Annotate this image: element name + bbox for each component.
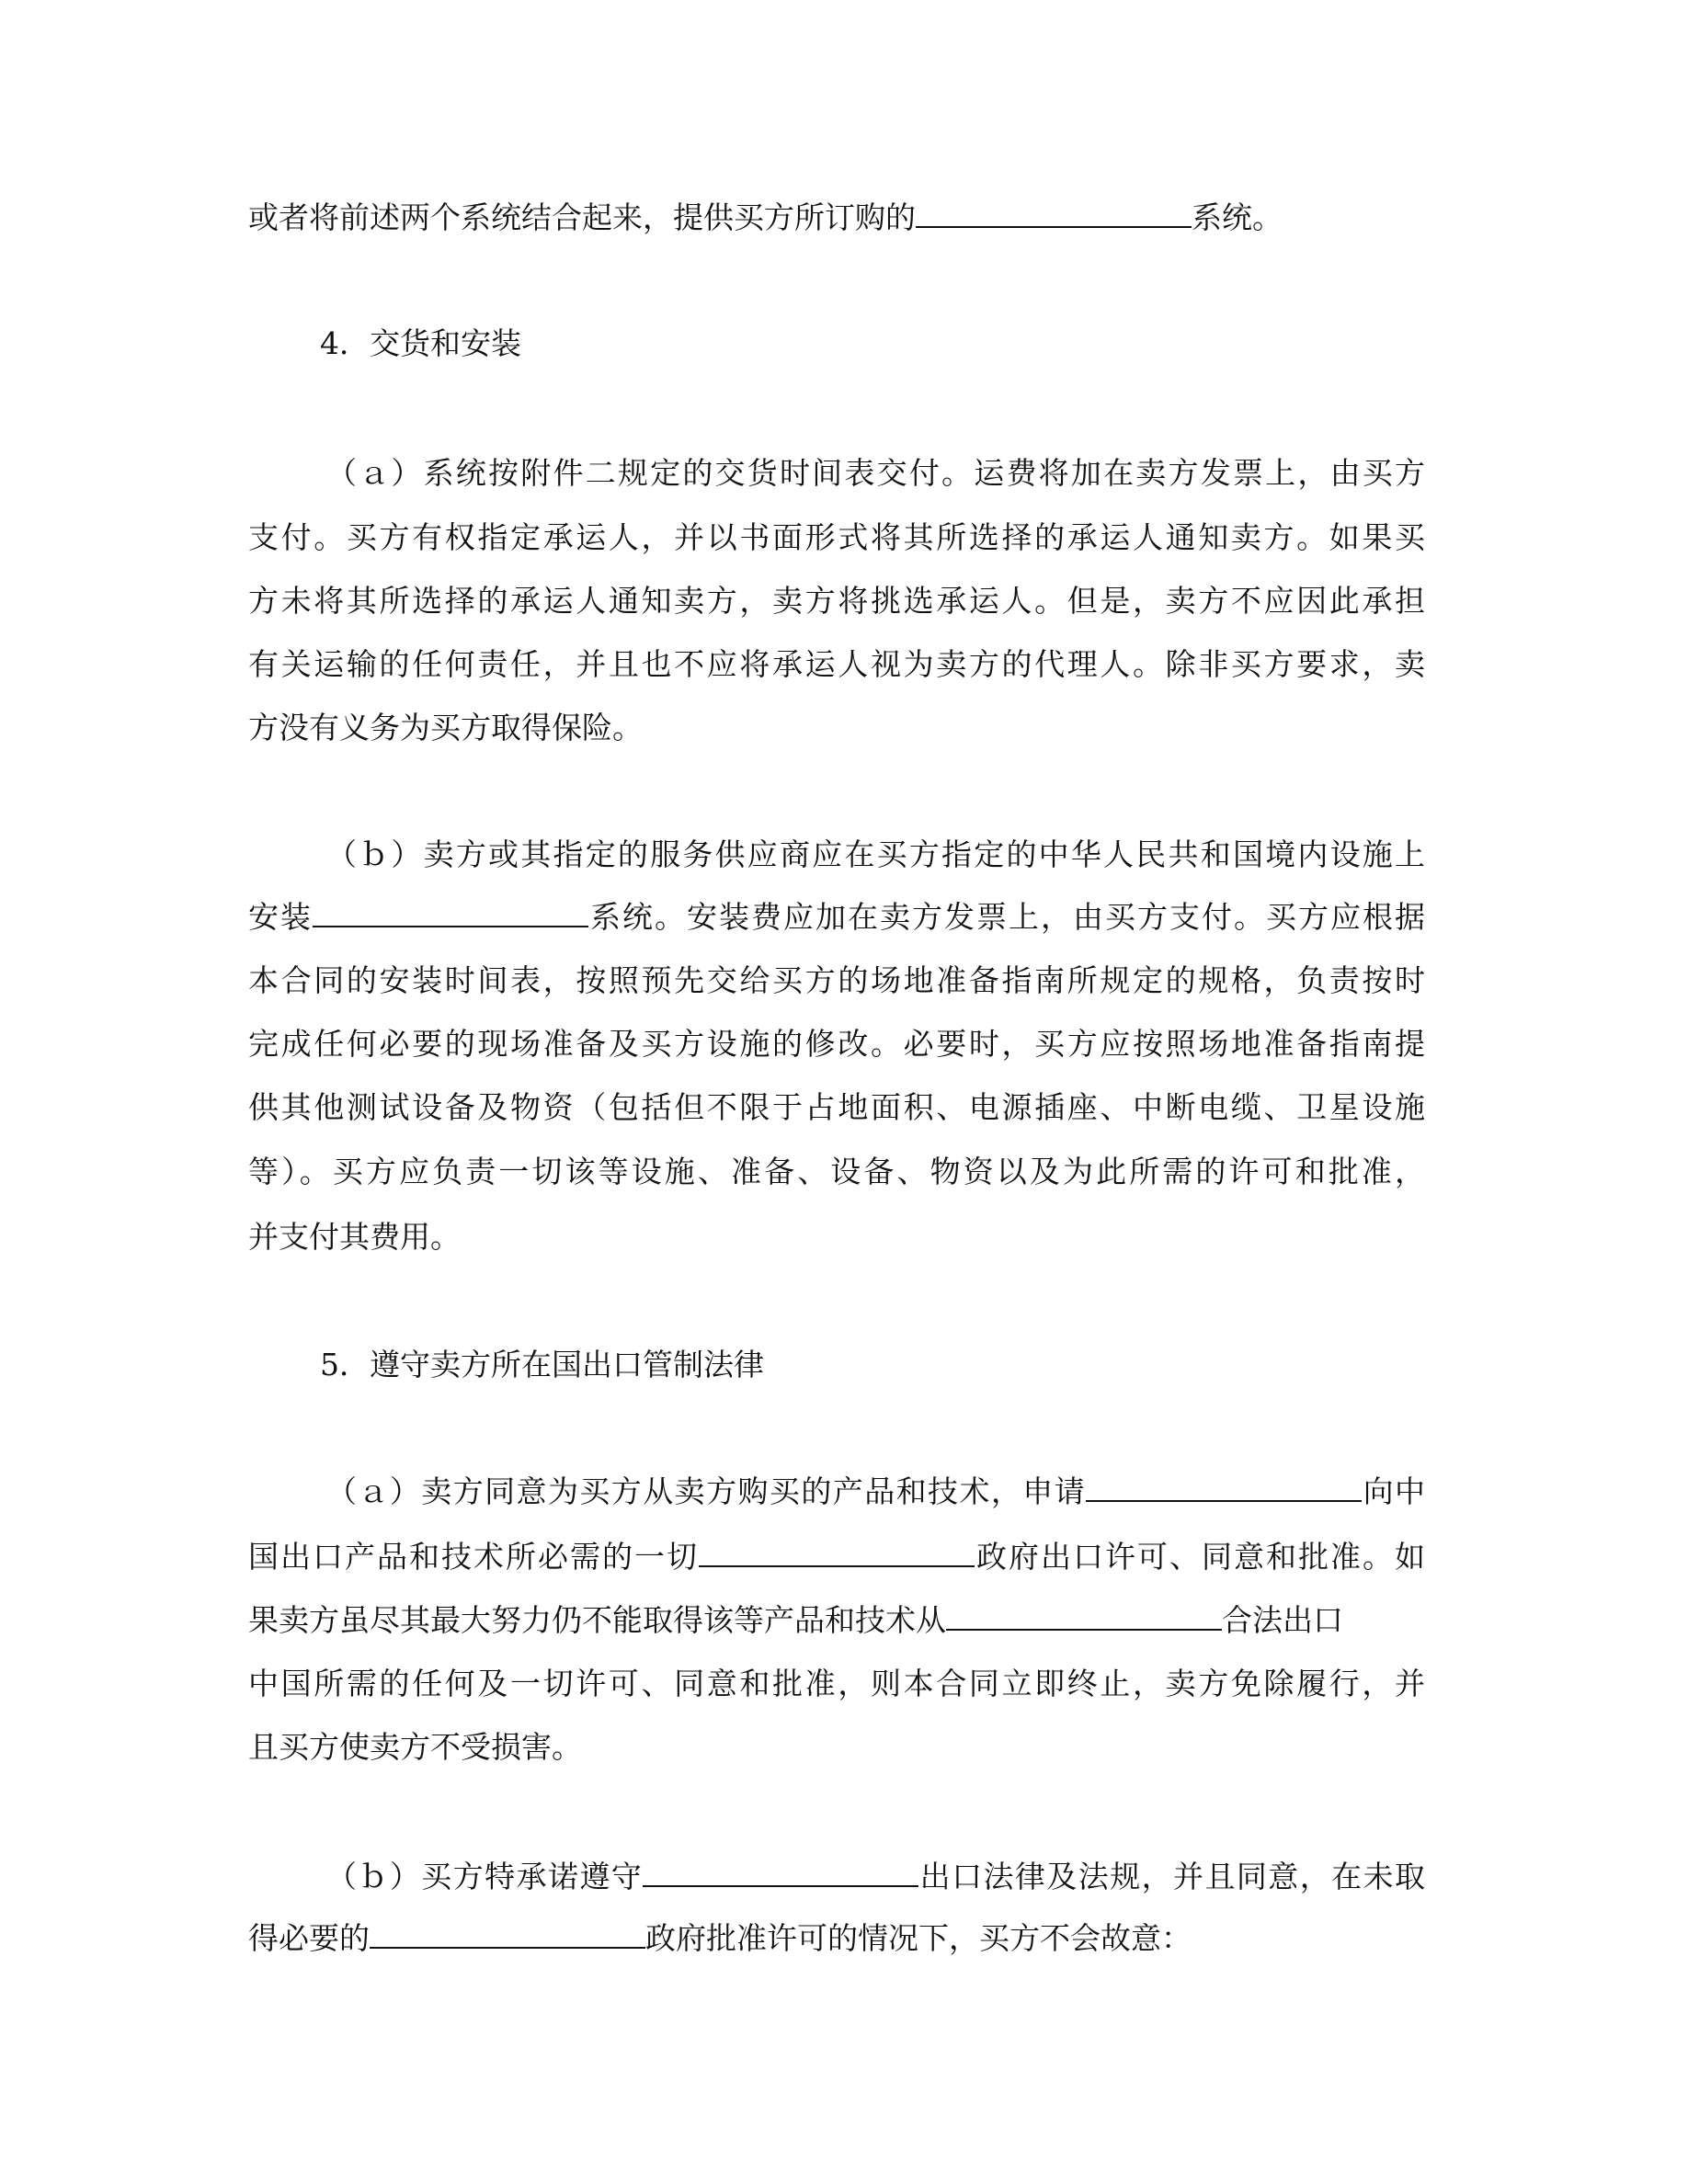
text-segment: 系统。 xyxy=(1192,199,1283,235)
text-segment: 5．遵守卖方所在国出口管制法律 xyxy=(320,1347,764,1382)
text-line xyxy=(248,1217,1425,1257)
text-line xyxy=(326,835,1425,875)
text-line xyxy=(248,1087,1425,1128)
text-line xyxy=(248,708,1425,748)
text-segment: 等）。买方应负责一切该等设施、准备、设备、物资以及为此所需的许可和批准， xyxy=(248,1154,1425,1189)
text-line xyxy=(248,961,1425,1001)
text-line xyxy=(248,581,1425,621)
text-segment: 供其他测试设备及物资（包括但不限于占地面积、电源插座、中断电缆、卫星设施 xyxy=(248,1089,1425,1125)
fill-in-blank[interactable] xyxy=(313,898,588,927)
text-segment: 安装 xyxy=(248,899,313,935)
section-heading xyxy=(320,1345,1425,1385)
text-line xyxy=(248,1152,1425,1192)
text-segment: 向中 xyxy=(1362,1473,1426,1509)
text-segment: 本合同的安装时间表，按照预先交给买方的场地准备指南所规定的规格，负责按时 xyxy=(248,962,1425,998)
text-segment: 4．交货和安装 xyxy=(320,325,521,361)
text-segment: 系统。安装费应加在卖方发票上，由买方支付。买方应根据 xyxy=(588,899,1425,935)
text-line xyxy=(326,1857,1425,1897)
text-line xyxy=(248,1024,1425,1064)
text-segment: 政府批准许可的情况下，买方不会故意： xyxy=(645,1920,1192,1956)
text-segment: 有关运输的任何责任，并且也不应将承运人视为卖方的代理人。除非买方要求，卖 xyxy=(248,646,1425,682)
text-segment: 果卖方虽尽其最大努力仍不能取得该等产品和技术从 xyxy=(248,1602,946,1638)
text-line xyxy=(248,1918,1425,1959)
text-segment: （ｂ）卖方或其指定的服务供应商应在买方指定的中华人民共和国境内设施上 xyxy=(326,836,1425,872)
text-segment: 且买方使卖方不受损害。 xyxy=(248,1729,582,1765)
text-segment: 出口法律及法规，并且同意，在未取 xyxy=(918,1859,1426,1894)
text-line xyxy=(248,1600,1425,1641)
text-line xyxy=(326,1472,1425,1512)
fill-in-blank[interactable] xyxy=(1086,1473,1362,1502)
fill-in-blank[interactable] xyxy=(643,1858,918,1887)
fill-in-blank[interactable] xyxy=(699,1538,975,1567)
fill-in-blank[interactable] xyxy=(370,1919,645,1949)
text-line xyxy=(248,1537,1425,1577)
text-segment: 或者将前述两个系统结合起来，提供买方所订购的 xyxy=(248,199,916,235)
text-segment: 中国所需的任何及一切许可、同意和批准，则本合同立即终止，卖方免除履行，并 xyxy=(248,1666,1425,1701)
text-line xyxy=(248,1664,1425,1704)
text-line xyxy=(326,453,1425,494)
text-segment: （ａ）卖方同意为买方从卖方购买的产品和技术，申请 xyxy=(326,1473,1087,1509)
text-segment: 完成任何必要的现场准备及买方设施的修改。必要时，买方应按照场地准备指南提 xyxy=(248,1026,1425,1062)
section-heading xyxy=(320,324,1425,364)
text-segment: （ａ）系统按附件二规定的交货时间表交付。运费将加在卖方发票上，由买方 xyxy=(326,455,1425,491)
text-segment: 国出口产品和技术所必需的一切 xyxy=(248,1539,699,1575)
text-segment: 方没有义务为买方取得保险。 xyxy=(248,710,643,745)
text-segment: 得必要的 xyxy=(248,1920,370,1956)
text-line xyxy=(248,518,1425,558)
fill-in-blank[interactable] xyxy=(946,1601,1222,1631)
text-segment: 支付。买方有权指定承运人，并以书面形式将其所选择的承运人通知卖方。如果买 xyxy=(248,519,1425,555)
fill-in-blank[interactable] xyxy=(916,199,1192,228)
text-segment: 合法出口 xyxy=(1222,1602,1343,1638)
text-segment: 方未将其所选择的承运人通知卖方，卖方将挑选承运人。但是，卖方不应因此承担 xyxy=(248,583,1425,619)
text-segment: 政府出口许可、同意和批准。如 xyxy=(975,1539,1425,1575)
text-line xyxy=(248,198,1425,238)
text-line xyxy=(248,897,1425,938)
text-line xyxy=(248,644,1425,685)
text-line xyxy=(248,1727,1425,1768)
text-segment: 并支付其费用。 xyxy=(248,1219,461,1255)
text-segment: （ｂ）买方特承诺遵守 xyxy=(326,1859,644,1894)
